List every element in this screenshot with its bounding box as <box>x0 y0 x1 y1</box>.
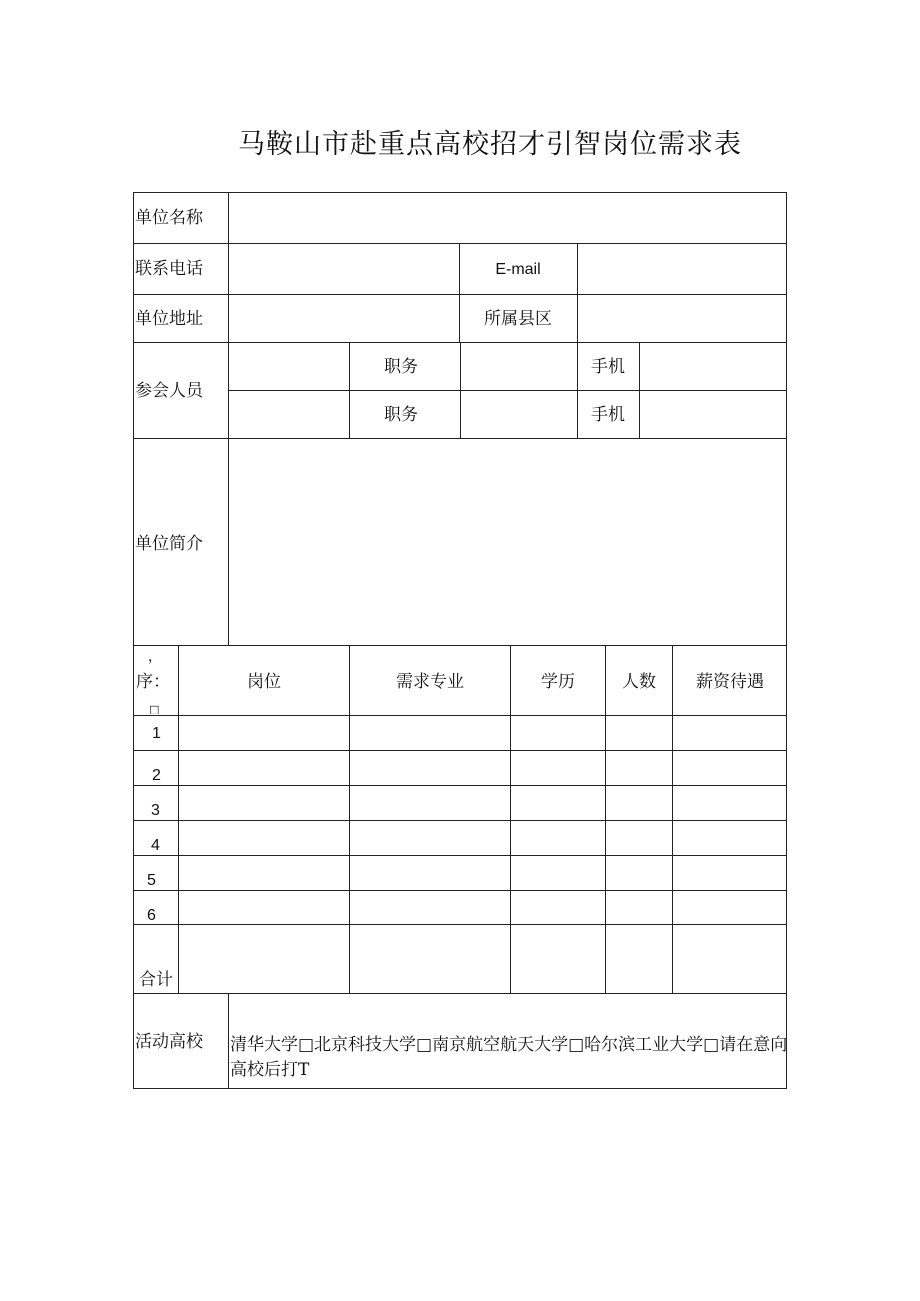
col-header-count: 人数 <box>622 672 656 692</box>
position-label-1: 职务 <box>384 357 418 377</box>
email-label: E-mail <box>495 261 541 278</box>
phone-field[interactable] <box>229 244 459 294</box>
mobile-label-2: 手机 <box>591 405 625 425</box>
row-number: 5 <box>147 872 156 889</box>
col-header-education: 学历 <box>541 672 575 692</box>
col-header-major: 需求专业 <box>396 672 464 692</box>
unit-name-label: 单位名称 <box>135 208 203 228</box>
district-field[interactable] <box>578 295 786 342</box>
row-number: 1 <box>152 725 161 742</box>
total-label: 合计 <box>139 970 173 990</box>
unit-name-field[interactable] <box>229 193 786 243</box>
intro-field[interactable] <box>229 439 786 645</box>
mobile-label-1: 手机 <box>591 357 625 377</box>
phone-label: 联系电话 <box>135 259 203 279</box>
attendees-label: 参会人员 <box>135 381 203 401</box>
col-header-position: 岗位 <box>247 672 281 692</box>
seq-header-checkbox: □ <box>149 704 160 714</box>
row-number: 2 <box>152 767 161 784</box>
intro-label: 单位简介 <box>135 534 203 554</box>
seq-header-mark: ， <box>148 649 162 665</box>
address-field[interactable] <box>229 295 459 342</box>
activity-label: 活动高校 <box>135 1032 203 1052</box>
email-field[interactable] <box>578 244 786 294</box>
row-number: 6 <box>147 907 156 924</box>
address-label: 单位地址 <box>135 309 203 329</box>
row-number: 3 <box>151 802 160 819</box>
seq-header: 序： <box>136 672 170 692</box>
row-number: 4 <box>151 837 160 854</box>
district-label: 所属县区 <box>484 309 552 329</box>
page-title: 马鞍山市赴重点高校招才引智岗位需求表 <box>238 129 742 160</box>
col-header-salary: 薪资待遇 <box>696 672 764 692</box>
activity-schools-text: 清华大学□北京科技大学□南京航空航天大学□哈尔滨工业大学□请在意向高校后打T <box>230 1035 788 1080</box>
position-label-2: 职务 <box>384 405 418 425</box>
